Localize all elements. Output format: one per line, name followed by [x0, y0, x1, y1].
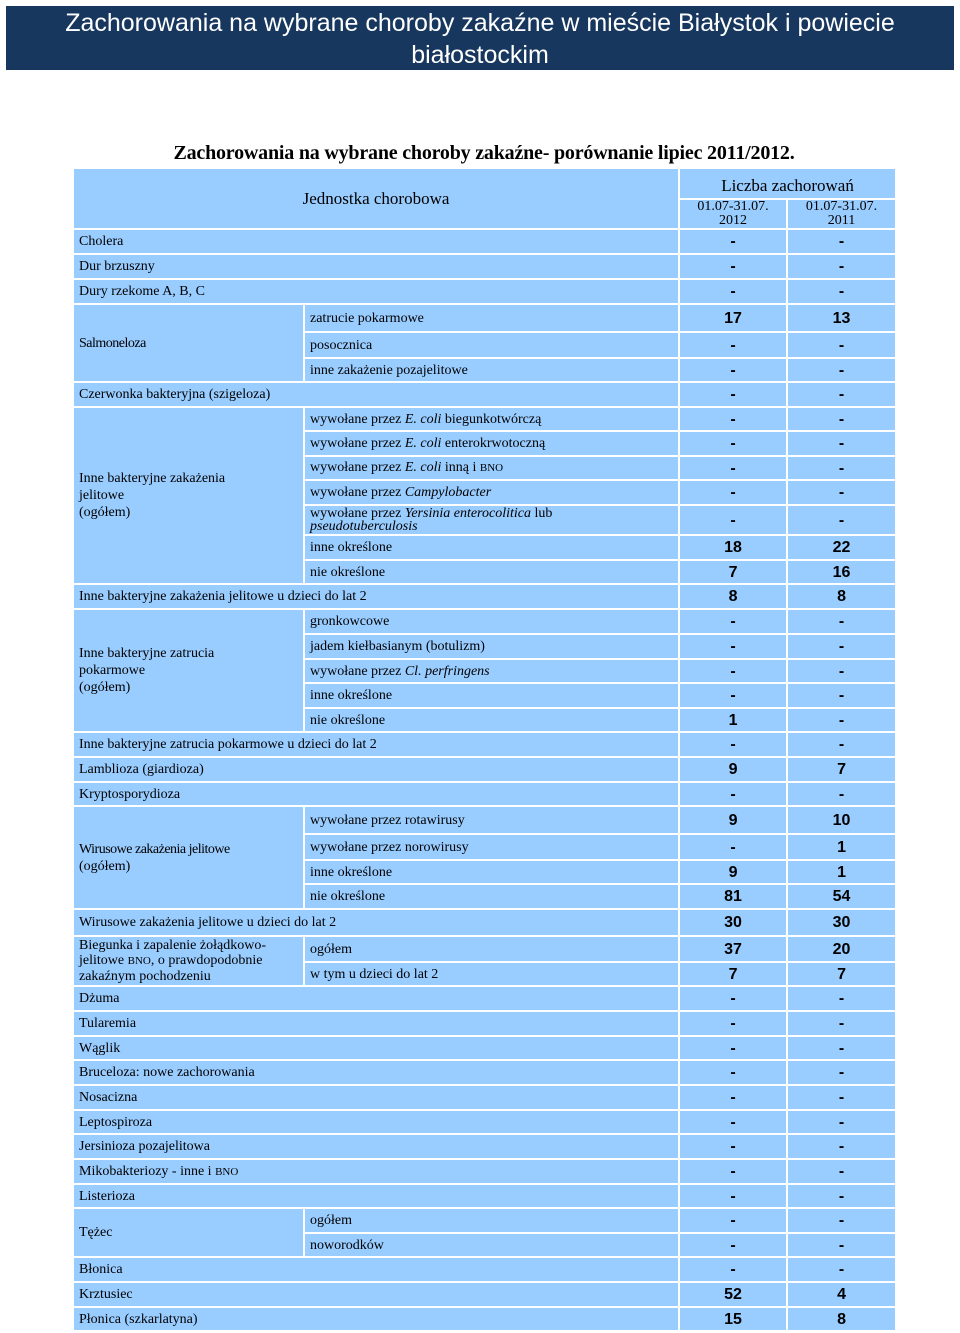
row-label: Inne bakteryjne zakażenia jelitowe u dzieci do lat 2	[73, 584, 679, 609]
value-2011: -	[787, 505, 896, 535]
sub-label: nie określone	[304, 884, 679, 909]
value-2011: 7	[787, 757, 896, 782]
value-2011: -	[787, 1257, 896, 1282]
sub-label: inne określone	[304, 683, 679, 708]
value-2012: -	[679, 254, 787, 279]
value-2012: 9	[679, 806, 787, 834]
sub-label: wywołane przez E. coli inną i BNO	[304, 456, 679, 480]
value-2011: -	[787, 407, 896, 431]
row-label: Inne bakteryjne zatrucia pokarmowe u dzieci do lat 2	[73, 732, 679, 757]
value-2012: -	[679, 1208, 787, 1233]
header-unit: Jednostka chorobowa	[73, 168, 679, 229]
value-2012: -	[679, 1011, 787, 1036]
value-2012: -	[679, 1110, 787, 1134]
sub-label: wywołane przez Cl. perfringens	[304, 659, 679, 683]
value-2012: -	[679, 1257, 787, 1282]
value-2011: 4	[787, 1282, 896, 1307]
group-label-salmoneloza: Salmoneloza	[73, 304, 304, 382]
row-label: Nosacizna	[73, 1085, 679, 1110]
row-label: Czerwonka bakteryjna (szigeloza)	[73, 382, 679, 407]
value-2012: 30	[679, 909, 787, 936]
value-2011: -	[787, 229, 896, 254]
value-2011: -	[787, 782, 896, 806]
value-2012: -	[679, 986, 787, 1011]
table-row	[73, 909, 896, 936]
sub-label: ogółem	[304, 936, 679, 962]
value-2011: -	[787, 431, 896, 456]
value-2011: 8	[787, 584, 896, 609]
value-2012: -	[679, 683, 787, 708]
table-row	[73, 1011, 896, 1036]
table-title: Zachorowania na wybrane choroby zakaźne- porównanie lipiec 2011/2012.	[173, 142, 795, 164]
value-2011: -	[787, 1036, 896, 1060]
value-2012: 17	[679, 304, 787, 332]
value-2012: -	[679, 1036, 787, 1060]
sub-label: jadem kiełbasianym (botulizm)	[304, 634, 679, 659]
row-label: Bruceloza: nowe zachorowania	[73, 1060, 679, 1085]
value-2012: -	[679, 382, 787, 407]
table-row	[73, 1184, 896, 1208]
sub-label: inne zakażenie pozajelitowe	[304, 358, 679, 382]
table-row	[73, 304, 896, 332]
sub-label: posocznica	[304, 332, 679, 358]
row-label: Dżuma	[73, 986, 679, 1011]
sub-label: nie określone	[304, 560, 679, 584]
value-2011: 10	[787, 806, 896, 834]
value-2011: -	[787, 1110, 896, 1134]
value-2012: -	[679, 609, 787, 634]
value-2011: 30	[787, 909, 896, 936]
sub-label: wywołane przez norowirusy	[304, 834, 679, 860]
value-2012: 15	[679, 1307, 787, 1331]
row-label: Tularemia	[73, 1011, 679, 1036]
value-2012: -	[679, 1184, 787, 1208]
disease-table	[72, 167, 897, 1332]
table-row	[73, 1060, 896, 1085]
table-row	[73, 229, 896, 254]
row-label: Listerioza	[73, 1184, 679, 1208]
sub-label: w tym u dzieci do lat 2	[304, 962, 679, 986]
value-2011: 13	[787, 304, 896, 332]
row-label: Mikobakteriozy - inne i BNO	[73, 1159, 679, 1184]
sub-label: inne określone	[304, 860, 679, 884]
group-label-inne-bakteryjne-zakazenia: Inne bakteryjne zakażenia jelitowe (ogółem)	[73, 407, 304, 584]
value-2011: 16	[787, 560, 896, 584]
value-2011: -	[787, 382, 896, 407]
value-2011: 1	[787, 834, 896, 860]
value-2012: 37	[679, 936, 787, 962]
header-row	[73, 168, 896, 199]
value-2012: 7	[679, 560, 787, 584]
table-row	[73, 757, 896, 782]
table-row	[73, 279, 896, 304]
sub-label: zatrucie pokarmowe	[304, 304, 679, 332]
value-2012: 9	[679, 860, 787, 884]
table-row	[73, 1110, 896, 1134]
value-2012: 9	[679, 757, 787, 782]
value-2012: -	[679, 1085, 787, 1110]
value-2012: 7	[679, 962, 787, 986]
row-label: Kryptosporydioza	[73, 782, 679, 806]
table-row	[73, 609, 896, 634]
table-row	[73, 1134, 896, 1159]
group-label-tezec: Tężec	[73, 1208, 304, 1257]
value-2012: -	[679, 1134, 787, 1159]
value-2011: -	[787, 1233, 896, 1257]
value-2012: -	[679, 782, 787, 806]
value-2012: -	[679, 480, 787, 505]
page-title-banner	[6, 6, 954, 70]
page-title-line2: białostockim	[411, 41, 549, 69]
value-2012: -	[679, 1159, 787, 1184]
row-label: Jersinioza pozajelitowa	[73, 1134, 679, 1159]
sub-label: wywołane przez Campylobacter	[304, 480, 679, 505]
value-2011: -	[787, 332, 896, 358]
sub-label: inne określone	[304, 535, 679, 560]
row-label: Błonica	[73, 1257, 679, 1282]
value-2012: -	[679, 1060, 787, 1085]
table-row	[73, 1257, 896, 1282]
sub-label: noworodków	[304, 1233, 679, 1257]
value-2011: -	[787, 1011, 896, 1036]
value-2012: -	[679, 358, 787, 382]
value-2012: -	[679, 634, 787, 659]
page-title-line1: Zachorowania na wybrane choroby zakaźne w mieście Białystok i powiecie	[65, 9, 895, 37]
sub-label: nie określone	[304, 708, 679, 732]
row-label: Cholera	[73, 229, 679, 254]
value-2012: -	[679, 279, 787, 304]
value-2012: -	[679, 834, 787, 860]
value-2011: -	[787, 986, 896, 1011]
value-2011: 54	[787, 884, 896, 909]
value-2011: -	[787, 634, 896, 659]
table-row	[73, 1036, 896, 1060]
value-2012: -	[679, 1233, 787, 1257]
table-row	[73, 407, 896, 431]
sub-label: wywołane przez E. coli enterokrwotoczną	[304, 431, 679, 456]
value-2011: -	[787, 683, 896, 708]
value-2011: -	[787, 1208, 896, 1233]
value-2012: -	[679, 229, 787, 254]
row-label: Płonica (szkarlatyna)	[73, 1307, 679, 1331]
row-label: Wąglik	[73, 1036, 679, 1060]
value-2012: -	[679, 732, 787, 757]
value-2012: 8	[679, 584, 787, 609]
table-row	[73, 584, 896, 609]
sub-label: wywołane przez E. coli biegunkotwórczą	[304, 407, 679, 431]
value-2011: -	[787, 358, 896, 382]
value-2011: -	[787, 659, 896, 683]
value-2012: 1	[679, 708, 787, 732]
table-row	[73, 1159, 896, 1184]
row-label: Wirusowe zakażenia jelitowe u dzieci do lat 2	[73, 909, 679, 936]
group-label-biegunka: Biegunka i zapalenie żołądkowo- jelitowe BNO, o prawdopodobnie zakaźnym pochodzeniu	[73, 936, 304, 986]
value-2012: -	[679, 659, 787, 683]
table-row	[73, 806, 896, 834]
value-2012: -	[679, 407, 787, 431]
header-period-2011: 01.07-31.07. 2011	[787, 199, 896, 229]
value-2011: -	[787, 609, 896, 634]
value-2011: -	[787, 1085, 896, 1110]
value-2011: -	[787, 480, 896, 505]
sub-label: wywołane przez Yersinia enterocolitica lub pseudotuberculosis	[304, 505, 679, 535]
row-label: Dury rzekome A, B, C	[73, 279, 679, 304]
value-2011: -	[787, 1184, 896, 1208]
value-2012: 18	[679, 535, 787, 560]
header-count: Liczba zachorowań	[679, 168, 896, 199]
value-2011: 20	[787, 936, 896, 962]
value-2011: -	[787, 254, 896, 279]
table-row	[73, 986, 896, 1011]
value-2011: -	[787, 279, 896, 304]
value-2012: 52	[679, 1282, 787, 1307]
table-row	[73, 382, 896, 407]
table-row	[73, 732, 896, 757]
table-row	[73, 782, 896, 806]
row-label: Lamblioza (giardioza)	[73, 757, 679, 782]
row-label: Krztusiec	[73, 1282, 679, 1307]
table-row	[73, 936, 896, 962]
value-2011: -	[787, 708, 896, 732]
value-2011: -	[787, 1060, 896, 1085]
value-2012: 81	[679, 884, 787, 909]
sub-label: wywołane przez rotawirusy	[304, 806, 679, 834]
value-2011: 7	[787, 962, 896, 986]
value-2011: -	[787, 1159, 896, 1184]
header-period-2012: 01.07-31.07. 2012	[679, 199, 787, 229]
table-row	[73, 1307, 896, 1331]
group-label-wirusowe: Wirusowe zakażenia jelitowe (ogółem)	[73, 806, 304, 909]
table-row	[73, 1208, 896, 1233]
value-2011: -	[787, 1134, 896, 1159]
sub-label: gronkowcowe	[304, 609, 679, 634]
value-2012: -	[679, 505, 787, 535]
row-label: Dur brzuszny	[73, 254, 679, 279]
value-2011: -	[787, 732, 896, 757]
table-row	[73, 254, 896, 279]
value-2011: 1	[787, 860, 896, 884]
value-2012: -	[679, 431, 787, 456]
value-2011: 22	[787, 535, 896, 560]
value-2011: -	[787, 456, 896, 480]
value-2011: 8	[787, 1307, 896, 1331]
table-row	[73, 1282, 896, 1307]
group-label-inne-bakteryjne-zatrucia: Inne bakteryjne zatrucia pokarmowe (ogółem)	[73, 609, 304, 732]
row-label: Leptospiroza	[73, 1110, 679, 1134]
sub-label: ogółem	[304, 1208, 679, 1233]
value-2012: -	[679, 332, 787, 358]
table-row	[73, 1085, 896, 1110]
value-2012: -	[679, 456, 787, 480]
